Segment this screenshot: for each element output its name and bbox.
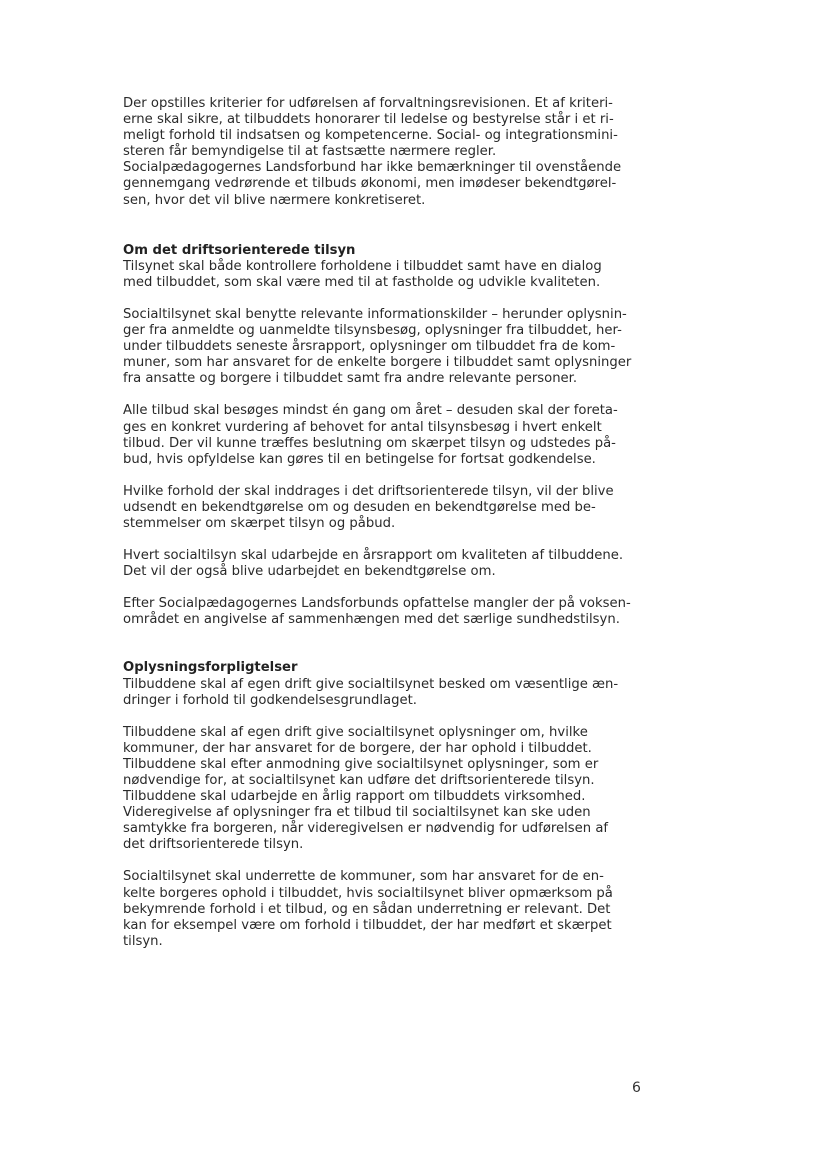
text-line: Hvilke forhold der skal inddrages i det driftsorienterede tilsyn, vil der blive <box>123 483 614 499</box>
text-line: muner, som har ansvaret for de enkelte borgere i tilbuddet samt oplysninger <box>123 355 632 371</box>
text-line: ges en konkret vurdering af behovet for antal tilsynsbesøg i hvert enkelt <box>123 419 602 435</box>
paragraph <box>123 596 643 628</box>
text-line: dringer i forhold til godkendelsesgrundlaget. <box>123 692 417 708</box>
section-heading: Oplysningsforpligtelser <box>123 660 298 676</box>
paragraph <box>123 307 643 387</box>
page-number: 6 <box>632 1080 641 1096</box>
text-line: Der opstilles kriterier for udførelsen af forvaltningsrevisionen. Et af kriteri- <box>123 96 613 111</box>
section-heading: Om det driftsorienterede tilsyn <box>123 242 356 258</box>
text-line: ger fra anmeldte og uanmeldte tilsynsbesøg, oplysninger fra tilbuddet, her- <box>123 323 622 339</box>
text-line: kommuner, der har ansvaret for de borgere, der har ophold i tilbuddet. <box>123 740 592 756</box>
text-line: bud, hvis opfyldelse kan gøres til en betingelse for fortsat godkendelse. <box>123 451 596 467</box>
text-line: Socialtilsynet skal underrette de kommuner, som har ansvaret for de en- <box>123 869 604 885</box>
text-line: steren får bemyndigelse til at fastsætte nærmere regler. <box>123 144 497 160</box>
text-line: samtykke fra borgeren, når videregivelsen er nødvendig for udførelsen af <box>123 821 609 837</box>
text-line: kan for eksempel være om forhold i tilbuddet, der har medført et skærpet <box>123 917 612 933</box>
text-line: sen, hvor det vil blive nærmere konkretiseret. <box>123 192 426 208</box>
text-line: det driftsorienterede tilsyn. <box>123 837 304 853</box>
text-line: Tilsynet skal både kontrollere forholdene i tilbuddet samt have en dialog <box>123 258 602 274</box>
paragraph <box>123 677 643 709</box>
paragraph <box>123 403 643 467</box>
text-line: Tilbuddene skal af egen drift give socialtilsynet besked om væsentlige æn- <box>123 676 619 692</box>
text-line: Tilbuddene skal udarbejde en årlig rapport om tilbuddets virksomhed. <box>123 789 586 805</box>
text-line: nødvendige for, at socialtilsynet kan udføre det driftsorienterede tilsyn. <box>123 773 595 788</box>
text-line: Videregivelse af oplysninger fra et tilbud til socialtilsynet kan ske uden <box>123 805 591 821</box>
text-line: Socialtilsynet skal benytte relevante informationskilder – herunder oplysnin- <box>123 306 627 322</box>
text-line: Tilbuddene skal efter anmodning give socialtilsynet oplysninger, som er <box>123 756 599 772</box>
text-line: Socialpædagogernes Landsforbund har ikke bemærkninger til ovenstående <box>123 160 622 176</box>
paragraph <box>123 725 643 854</box>
text-line: Det vil der også blive udarbejdet en bekendtgørelse om. <box>123 564 496 580</box>
text-line: tilsyn. <box>123 933 163 949</box>
document-body <box>123 96 643 950</box>
paragraph <box>123 259 643 291</box>
paragraph <box>123 869 643 949</box>
text-line: fra ansatte og borgere i tilbuddet samt fra andre relevante personer. <box>123 371 578 387</box>
text-line: kelte borgeres ophold i tilbuddet, hvis socialtilsynet bliver opmærksom på <box>123 885 613 901</box>
paragraph <box>123 484 643 532</box>
text-line: Tilbuddene skal af egen drift give socialtilsynet oplysninger om, hvilke <box>123 724 588 740</box>
text-line: Efter Socialpædagogernes Landsforbunds opfattelse mangler der på voksen- <box>123 596 631 612</box>
text-line: med tilbuddet, som skal være med til at fastholde og udvikle kvaliteten. <box>123 274 601 290</box>
text-line: under tilbuddets seneste årsrapport, oplysninger om tilbuddet fra de kom- <box>123 339 616 355</box>
text-line: erne skal sikre, at tilbuddets honorarer til ledelse og bestyrelse står i et ri- <box>123 112 614 128</box>
text-line: området en angivelse af sammenhængen med det særlige sundhedstilsyn. <box>123 612 620 628</box>
text-line: gennemgang vedrørende et tilbuds økonomi, men imødeser bekendtgørel- <box>123 176 617 192</box>
paragraph <box>123 96 643 209</box>
text-line: udsendt en bekendtgørelse om og desuden en bekendtgørelse med be- <box>123 499 596 515</box>
text-line: Alle tilbud skal besøges mindst én gang om året – desuden skal der foreta- <box>123 403 618 419</box>
text-line: stemmelser om skærpet tilsyn og påbud. <box>123 515 396 531</box>
text-line: bekymrende forhold i et tilbud, og en sådan underretning er relevant. Det <box>123 901 611 917</box>
text-line: tilbud. Der vil kunne træffes beslutning om skærpet tilsyn og udstedes på- <box>123 435 616 451</box>
text-line: meligt forhold til indsatsen og kompetencerne. Social- og integrationsmini- <box>123 128 618 144</box>
text-line: Hvert socialtilsyn skal udarbejde en årsrapport om kvaliteten af tilbuddene. <box>123 548 624 564</box>
paragraph <box>123 548 643 580</box>
